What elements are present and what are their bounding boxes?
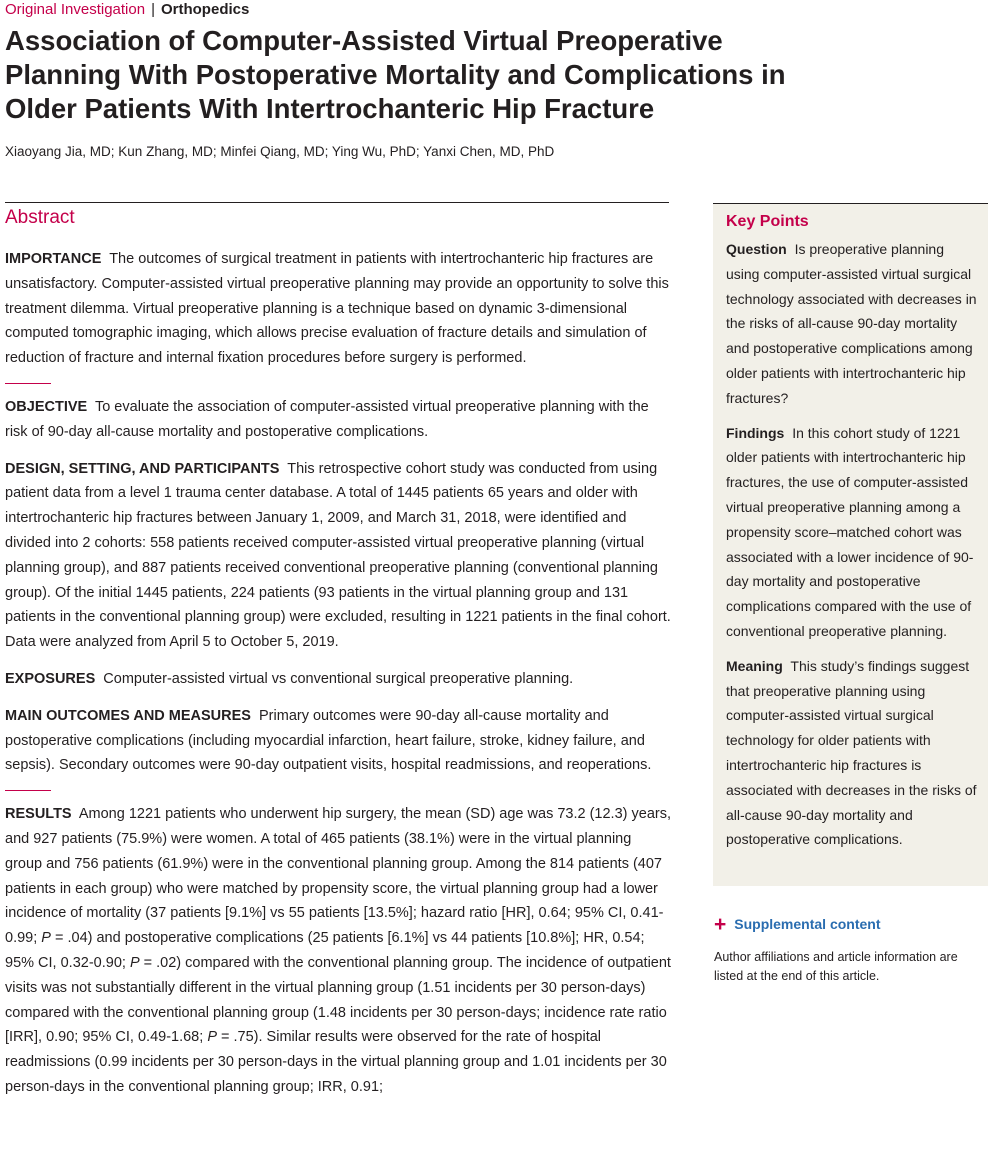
p-value-label: P	[129, 954, 140, 971]
importance-label: IMPORTANCE	[5, 251, 102, 267]
exposures-label: EXPOSURES	[5, 670, 96, 687]
supplemental-content-label[interactable]: Supplemental content	[734, 916, 881, 932]
design-paragraph	[5, 457, 672, 655]
objective-label: OBJECTIVE	[5, 398, 88, 415]
article-title: Association of Computer-Assisted Virtual Preoperative Planning With Postoperative Mortality and Complications in Older Patients With Intertrochanteric Hip Fracture	[5, 25, 786, 124]
abstract-body	[5, 247, 672, 1112]
objective-text: To evaluate the association of computer-assisted virtual preoperative planning with the risk of 90-day all-cause mortality and postoperative complications.	[5, 398, 649, 440]
results-text-4: = .75). Similar results were observed for the rate of hospital readmissions (0.99 incidents per 30 person-days in the virtual planning group and 1.01 incidents per 30 person-days in the conventional planning group; IRR, 0.91;	[5, 1029, 667, 1095]
author-list[interactable]: Xiaoyang Jia, MD; Kun Zhang, MD; Minfei Qiang, MD; Ying Wu, PhD; Yanxi Chen, MD, PhD	[5, 144, 555, 159]
section-divider	[5, 383, 51, 384]
findings-label: Findings	[726, 424, 785, 441]
category-separator: |	[151, 1, 155, 18]
objective-paragraph	[5, 395, 672, 445]
meaning-text: This study’s findings suggest that preoperative planning using computer-assisted virtual surgical technology for older patients with intertrochanteric hip fractures is associated with decreases in the risks of all-cause 90-day mortality and postoperative complications.	[726, 657, 977, 848]
outcomes-text: Primary outcomes were 90-day all-cause mortality and postoperative complications (including myocardial infarction, heart failure, stroke, kidney failure, and sepsis). Secondary outcomes were 90-day outpatient visits, hospital readmissions, and reoperations.	[5, 707, 652, 774]
affiliations-note: Author affiliations and article information are listed at the end of this article.	[714, 950, 958, 983]
p-value-label: P	[41, 930, 51, 947]
key-points-box	[713, 203, 988, 886]
findings-text: In this cohort study of 1221 older patients with intertrochanteric hip fractures, the use of computer-assisted virtual preoperative planning among a propensity score–matched cohort was associated with a lower incidence of 90-day mortality and postoperative complications compared with the use of conventional preoperative planning.	[726, 424, 974, 639]
key-points-meaning	[726, 654, 978, 852]
abstract-heading: Abstract	[5, 207, 75, 228]
article-category	[5, 1, 249, 19]
section-divider	[5, 790, 51, 791]
article-section[interactable]: Orthopedics	[160, 1, 250, 18]
question-text: Is preoperative planning using computer-assisted virtual surgical technology associated with decreases in the risks of all-cause 90-day mortality and postoperative complications among older patients with intertrochanteric hip fractures?	[726, 241, 977, 406]
results-text-1: Among 1221 patients who underwent hip surgery, the mean (SD) age was 73.2 (12.3) years, and 927 patients (75.9%) were women. A total of 465 patients (38.1%) were in the virtual planning group and 756 patients (61.9%) were in the conventional planning group. Among the 814 patients (407 patients in each group) who were matched by propensity score, the virtual planning group had a lower incidence of mortality (37 patients [9.1%] vs 55 patients [13.5%]; hazard ratio [HR], 0.64; 95% CI, 0.41-0.99;	[5, 806, 671, 947]
abstract-divider	[5, 202, 669, 203]
importance-paragraph	[5, 247, 672, 371]
key-points-heading: Key Points	[726, 213, 809, 230]
exposures-paragraph	[5, 667, 672, 692]
article-type: Original Investigation	[5, 1, 146, 18]
outcomes-label: MAIN OUTCOMES AND MEASURES	[5, 707, 251, 724]
exposures-text: Computer-assisted virtual vs conventional surgical preoperative planning.	[103, 670, 574, 687]
key-points-question	[726, 237, 978, 411]
results-label: RESULTS	[5, 806, 72, 823]
p-value-label: P	[207, 1029, 217, 1046]
design-label: DESIGN, SETTING, AND PARTICIPANTS	[5, 460, 280, 477]
meaning-label: Meaning	[726, 657, 783, 674]
supplemental-content-link[interactable]	[714, 913, 881, 936]
plus-icon: +	[714, 913, 727, 936]
key-points-findings	[726, 421, 978, 644]
importance-text: The outcomes of surgical treatment in patients with intertrochanteric hip fractures are unsatisfactory. Computer-assisted virtual preoperative planning may provide an opportunity to solve this treatment dilemma. Virtual preoperative planning is a technique based on dynamic 3-dimensional computed tomographic imaging, which allows precise evaluation of fracture details and simulation of reduction of fracture and internal fixation procedures before surgery is performed.	[5, 251, 669, 367]
outcomes-paragraph	[5, 704, 672, 778]
results-text-2: = .04) and postoperative complications (25 patients [6.1%] vs 44 patients [10.8%]; HR, 0.54; 95% CI, 0.32-0.90;	[5, 930, 645, 971]
results-paragraph	[5, 802, 672, 1100]
design-text: This retrospective cohort study was conducted from using patient data from a level 1 trauma center database. A total of 1445 patients 65 years and older with intertrochanteric hip fractures between January 1, 2009, and March 31, 2018, were identified and divided into 2 cohorts: 558 patients received computer-assisted virtual preoperative planning (virtual planning group), and 887 patients received conventional preoperative planning (conventional planning group). Of the initial 1445 patients, 224 patients (93 patients in the virtual planning group and 131 patients in the conventional planning group) were excluded, resulting in 1221 patients in the final cohort. Data were analyzed from April 5 to October 5, 2019.	[5, 460, 671, 651]
question-label: Question	[726, 241, 787, 257]
results-text-3: = .02) compared with the conventional planning group. The incidence of outpatient visits was not substantially different in the virtual planning group (1.51 incidents per 30 person-days) compared with the conventional planning group (1.48 incidents per 30 person-days; incidence rate ratio [IRR], 0.90; 95% CI, 0.49-1.68;	[5, 954, 671, 1046]
